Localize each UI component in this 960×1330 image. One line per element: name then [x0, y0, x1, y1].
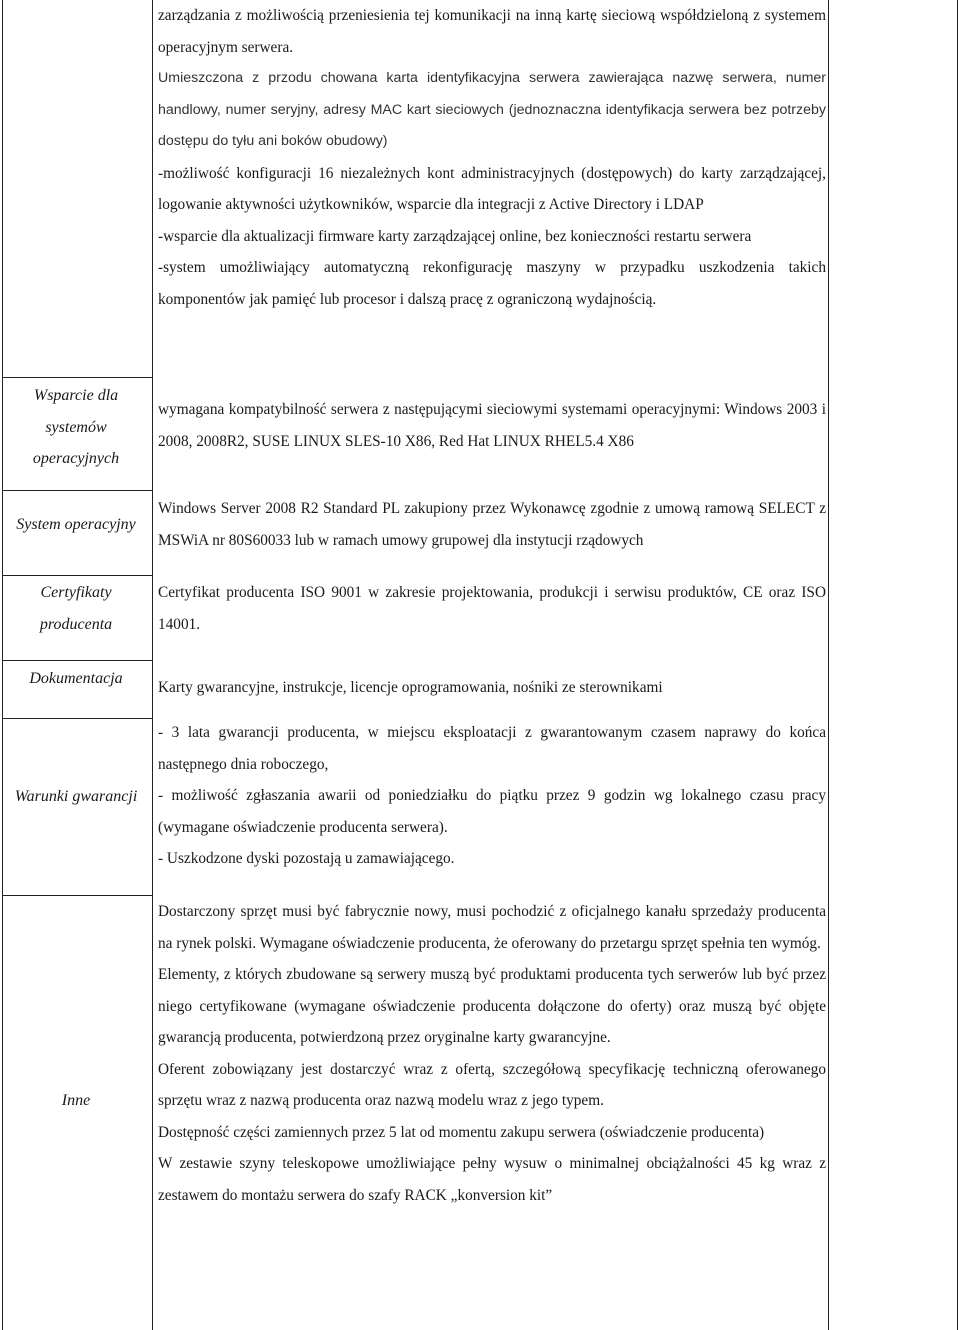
row-label-operating-system — [0, 509, 152, 541]
paragraph: -wsparcie dla aktualizacji firmware karty zarządzającej online, bez konieczności restartu serwera — [158, 227, 752, 245]
row-content-certificates — [158, 577, 826, 640]
row-label-certificates — [0, 577, 152, 640]
row-content-warranty — [158, 717, 826, 875]
paragraph: - możliwość zgłaszania awarii od poniedziałku do piątku przez 9 godzin wg lokalnego czasu pracy (wymagane oświadczenie producenta serwera). — [158, 787, 826, 836]
paragraph: W zestawie szyny teleskopowe umożliwiające pełny wysuw o minimalnej obciążalności 45 kg wraz z zestawem do montażu serwera do szafy RACK „konversion kit” — [158, 1155, 826, 1204]
paragraph: Certyfikat producenta ISO 9001 w zakresie projektowania, produkcji i serwisu produktów, CE oraz ISO 14001. — [158, 584, 826, 633]
paragraph: Windows Server 2008 R2 Standard PL zakupiony przez Wykonawcę zgodnie z umową ramową SELECT z MSWiA nr 80S60033 lub w ramach umowy grupowej dla instytucji rządowych — [158, 500, 826, 549]
label-line: System operacyjny — [16, 516, 136, 533]
label-divider — [2, 490, 152, 491]
row-content-operating-system — [158, 493, 826, 556]
paragraph: Dostarczony sprzęt musi być fabrycznie nowy, musi pochodzić z oficjalnego kanału sprzedaży producenta na rynek polski. Wymagane oświadczenie producenta, że oferowany do przetargu sprzęt spełnia ten wymóg. — [158, 903, 826, 952]
label-divider — [2, 718, 152, 719]
table-inner-divider — [828, 0, 829, 1330]
row-label-other — [0, 1085, 152, 1117]
row-label-os-support — [0, 380, 152, 475]
label-line: Dokumentacja — [29, 670, 123, 687]
row-content-continuation — [158, 0, 826, 315]
paragraph: Dostępność części zamiennych przez 5 lat od momentu zakupu serwera (oświadczenie producenta) — [158, 1123, 765, 1141]
paragraph: Elementy, z których zbudowane są serwery muszą być produktami producenta tych serwerów lub być przez niego certyfikowane (wymagane oświadczenie producenta dołączone do oferty) oraz muszą być objęte gwarancją producenta, potwierdzoną przez oryginalne karty gwarancyjne. — [158, 966, 826, 1046]
label-divider — [2, 377, 152, 378]
row-label-warranty — [0, 781, 152, 813]
paragraph: wymagana kompatybilność serwera z następującymi sieciowymi systemami operacyjnymi: Windows 2003 i 2008, 2008R2, SUSE LINUX SLES-10 X86, Red Hat LINUX RHEL5.4 X86 — [158, 401, 826, 450]
paragraph: -system umożliwiający automatyczną rekonfigurację maszyny w przypadku uszkodzenia takich komponentów jak pamięć lub procesor i dalszą pracę z ograniczoną wydajnością. — [158, 259, 826, 308]
label-divider — [2, 660, 152, 661]
paragraph: zarządzania z możliwością przeniesienia tej komunikacji na inną kartę sieciową współdzieloną z systemem operacyjnym serwera. — [158, 7, 826, 56]
label-line: producenta — [39, 615, 113, 633]
label-line: Certyfikaty — [40, 584, 112, 601]
label-divider — [2, 895, 152, 896]
paragraph: -możliwość konfiguracji 16 niezależnych kont administracyjnych (dostępowych) do karty zarządzającej, logowanie aktywności użytkowników, wsparcie dla integracji z Active Directory i LDAP — [158, 164, 826, 213]
row-content-documentation — [158, 672, 826, 704]
label-line: operacyjnych — [32, 450, 120, 467]
paragraph: Karty gwarancyjne, instrukcje, licencje oprogramowania, nośniki ze sterownikami — [158, 679, 663, 696]
label-line: Wsparcie dla — [33, 387, 119, 404]
table-border-right — [957, 0, 958, 1330]
label-divider — [2, 575, 152, 576]
table-column-divider — [152, 0, 153, 1330]
label-line: Inne — [61, 1092, 91, 1109]
row-content-os-support — [158, 394, 826, 457]
label-line: Warunki gwarancji — [14, 788, 138, 805]
paragraph: Oferent zobowiązany jest dostarczyć wraz z ofertą, szczegółową specyfikację techniczną oferowanego sprzętu wraz z nazwą producenta oraz nazwą modelu wraz z jego typem. — [158, 1060, 826, 1109]
paragraph: - 3 lata gwarancji producenta, w miejscu eksploatacji z gwarantowanym czasem naprawy do końca następnego dnia roboczego, — [158, 724, 826, 773]
label-line: systemów — [45, 418, 107, 436]
row-label-documentation — [0, 663, 152, 695]
paragraph: Umieszczona z przodu chowana karta identyfikacyjna serwera zawierająca nazwę serwera, numer handlowy, numer seryjny, adresy MAC kart sieciowych (jednoznaczna identyfikacja serwera bez potrzeby dostępu do tyłu ani boków obudowy) — [158, 70, 826, 149]
paragraph: - Uszkodzone dyski pozostają u zamawiającego. — [158, 850, 455, 867]
row-content-other — [158, 896, 826, 1211]
